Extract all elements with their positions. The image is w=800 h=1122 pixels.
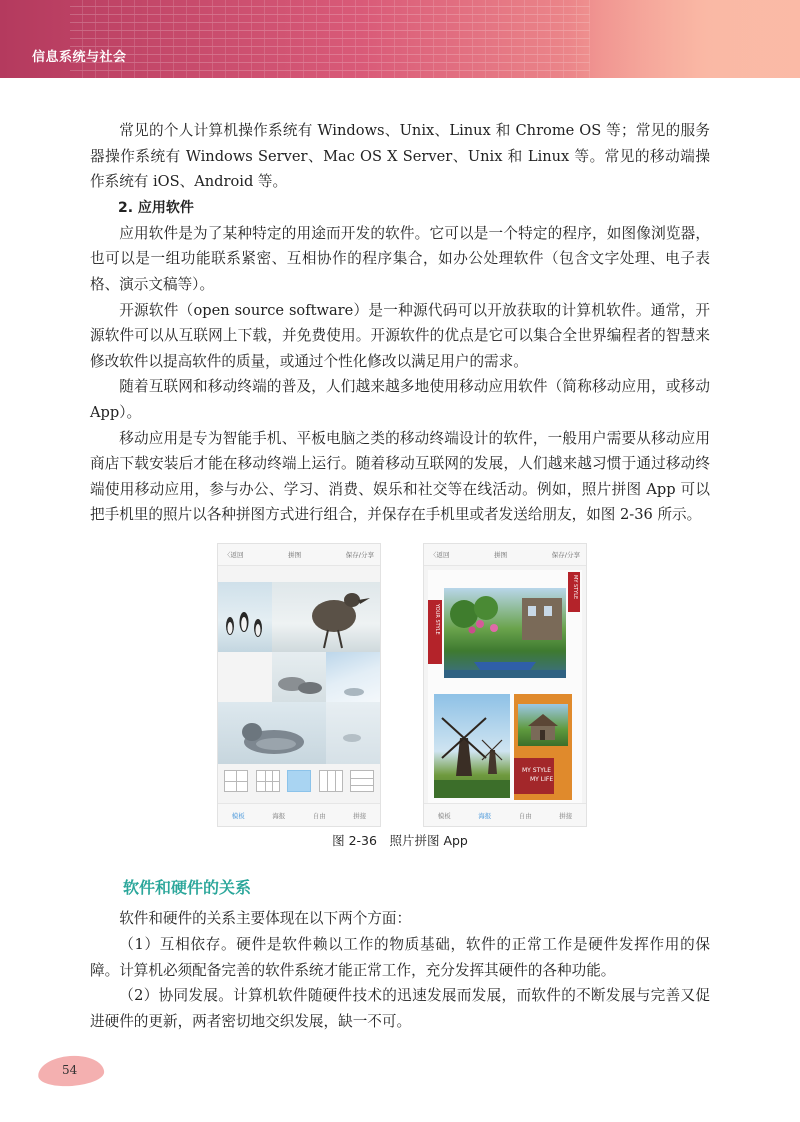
poster-red-tag [568,572,580,612]
photo-seals [272,652,326,702]
figure-photo-collage-app [217,543,587,827]
template-option[interactable] [224,770,248,792]
body-text-lower [90,906,710,1035]
template-option[interactable] [319,770,343,792]
poster-text-line-2: MY LIFE [530,776,554,783]
template-option[interactable] [350,770,374,792]
poster-slogan [522,766,568,784]
photo-cottage [518,704,568,746]
phone-topbar [424,544,586,566]
template-picker [224,768,374,794]
phone-screenshot-template [217,543,381,827]
phone-bottom-tabs [424,803,586,826]
photo-seal-on-ice [218,702,326,764]
tab-free[interactable]: 自由 [312,811,326,820]
paragraph-mobile-app-detail: 移动应用是专为智能手机、平板电脑之类的移动终端设计的软件，一般用户需要从移动应用商店下载安装后才能在移动终端上运行。随着移动互联网的发展，人们越来越习惯于通过移动终端使用移动应用，参与办公、学习、消费、娱乐和社交等在线活动。例如，照片拼图 App 可以把手机里的照片以各种拼图方式进行组合，并保存在手机里或者发送给朋友，如图 2-36 所示。 [90,429,710,524]
header-band [0,0,800,78]
tab-stitch[interactable]: 拼接 [559,811,573,820]
paragraph-open-source: 开源软件（open source software）是一种源代码可以开放获取的计算机软件。通常，开源软件可以从互联网上下载，并免费使用。开源软件的优点是它可以集合全世界编程者的智慧来修改软件以提高软件的质量，或通过个性化修改以满足用户的需求。 [90,301,710,370]
tab-poster[interactable]: 海报 [272,811,286,820]
code-texture-decoration [70,0,590,78]
body-text-upper [90,118,710,528]
poster-orange-panel [514,694,572,800]
back-button[interactable]: 〈返回 [224,551,244,559]
tab-template[interactable]: 模板 [437,811,451,820]
paragraph-mobile-apps: 随着互联网和移动终端的普及，人们越来越多地使用移动应用软件（简称移动应用，或移动 App）。 [90,378,710,421]
photo-garden-boat [444,588,566,678]
template-option[interactable] [256,770,280,792]
section-title: 软件和硬件的关系 [123,878,252,897]
phone-screen-title: 拼图 [288,551,302,559]
poster-red-strip [428,600,442,664]
page-number: 54 [62,1063,78,1077]
photo-bird [272,582,380,652]
paragraph-application-software: 应用软件是为了某种特定的用途而开发的软件。它可以是一个特定的程序，如图像浏览器，也可以是一组功能联系紧密、互相协作的程序集合，如办公处理软件（包含文字处理、电子表格、演示文稿等）。 [90,224,710,293]
tab-poster[interactable]: 海报 [478,811,492,820]
photo-windmills [434,694,510,798]
subheading-application-software: 2. 应用软件 [118,199,194,216]
chapter-header-title: 信息系统与社会 [32,50,127,65]
paragraph-interdependence: （1）互相依存。硬件是软件赖以工作的物质基础，软件的正常工作是硬件发挥作用的保障。计算机必须配备完善的软件系统才能正常工作，充分发挥其硬件的各种功能。 [90,935,710,979]
tab-template[interactable]: 模板 [231,811,245,820]
photo-penguins [218,582,272,652]
poster-vertical-text: YOUR STYLE [434,604,440,635]
tab-free[interactable]: 自由 [518,811,532,820]
header-light-gradient [570,0,800,78]
phone-bottom-tabs [218,803,380,826]
tab-stitch[interactable]: 拼接 [353,811,367,820]
photo-snowfield [326,652,380,702]
phone-screen-title: 拼图 [494,551,508,559]
save-share-button[interactable]: 保存/分享 [551,551,580,559]
poster-text-line-1: MY STYLE [522,767,552,774]
paragraph-co-development: （2）协同发展。计算机软件随硬件技术的迅速发展而发展，而软件的不断发展与完善又促进硬件的更新，两者密切地交织发展，缺一不可。 [90,987,710,1031]
photo-pale-ice [326,702,380,764]
save-share-button[interactable]: 保存/分享 [345,551,374,559]
paragraph-os-examples: 常见的个人计算机操作系统有 Windows、Unix、Linux 和 Chrome OS 等；常见的服务器操作系统有 Windows Server、Mac OS X Server、Unix 和 Linux 等。常见的移动端操作系统有 iOS、Android 等。 [90,122,710,191]
poster-tag-text: MY STYLE [572,575,578,600]
phone-screenshot-poster [423,543,587,827]
back-button[interactable]: 〈返回 [430,551,450,559]
poster-canvas [428,570,582,804]
template-option-selected[interactable] [287,770,311,792]
paragraph-section-intro: 软件和硬件的关系主要体现在以下两个方面： [119,910,412,927]
figure-caption: 图 2-36 照片拼图 App [332,833,468,848]
collage-canvas [218,582,380,764]
phone-topbar [218,544,380,566]
